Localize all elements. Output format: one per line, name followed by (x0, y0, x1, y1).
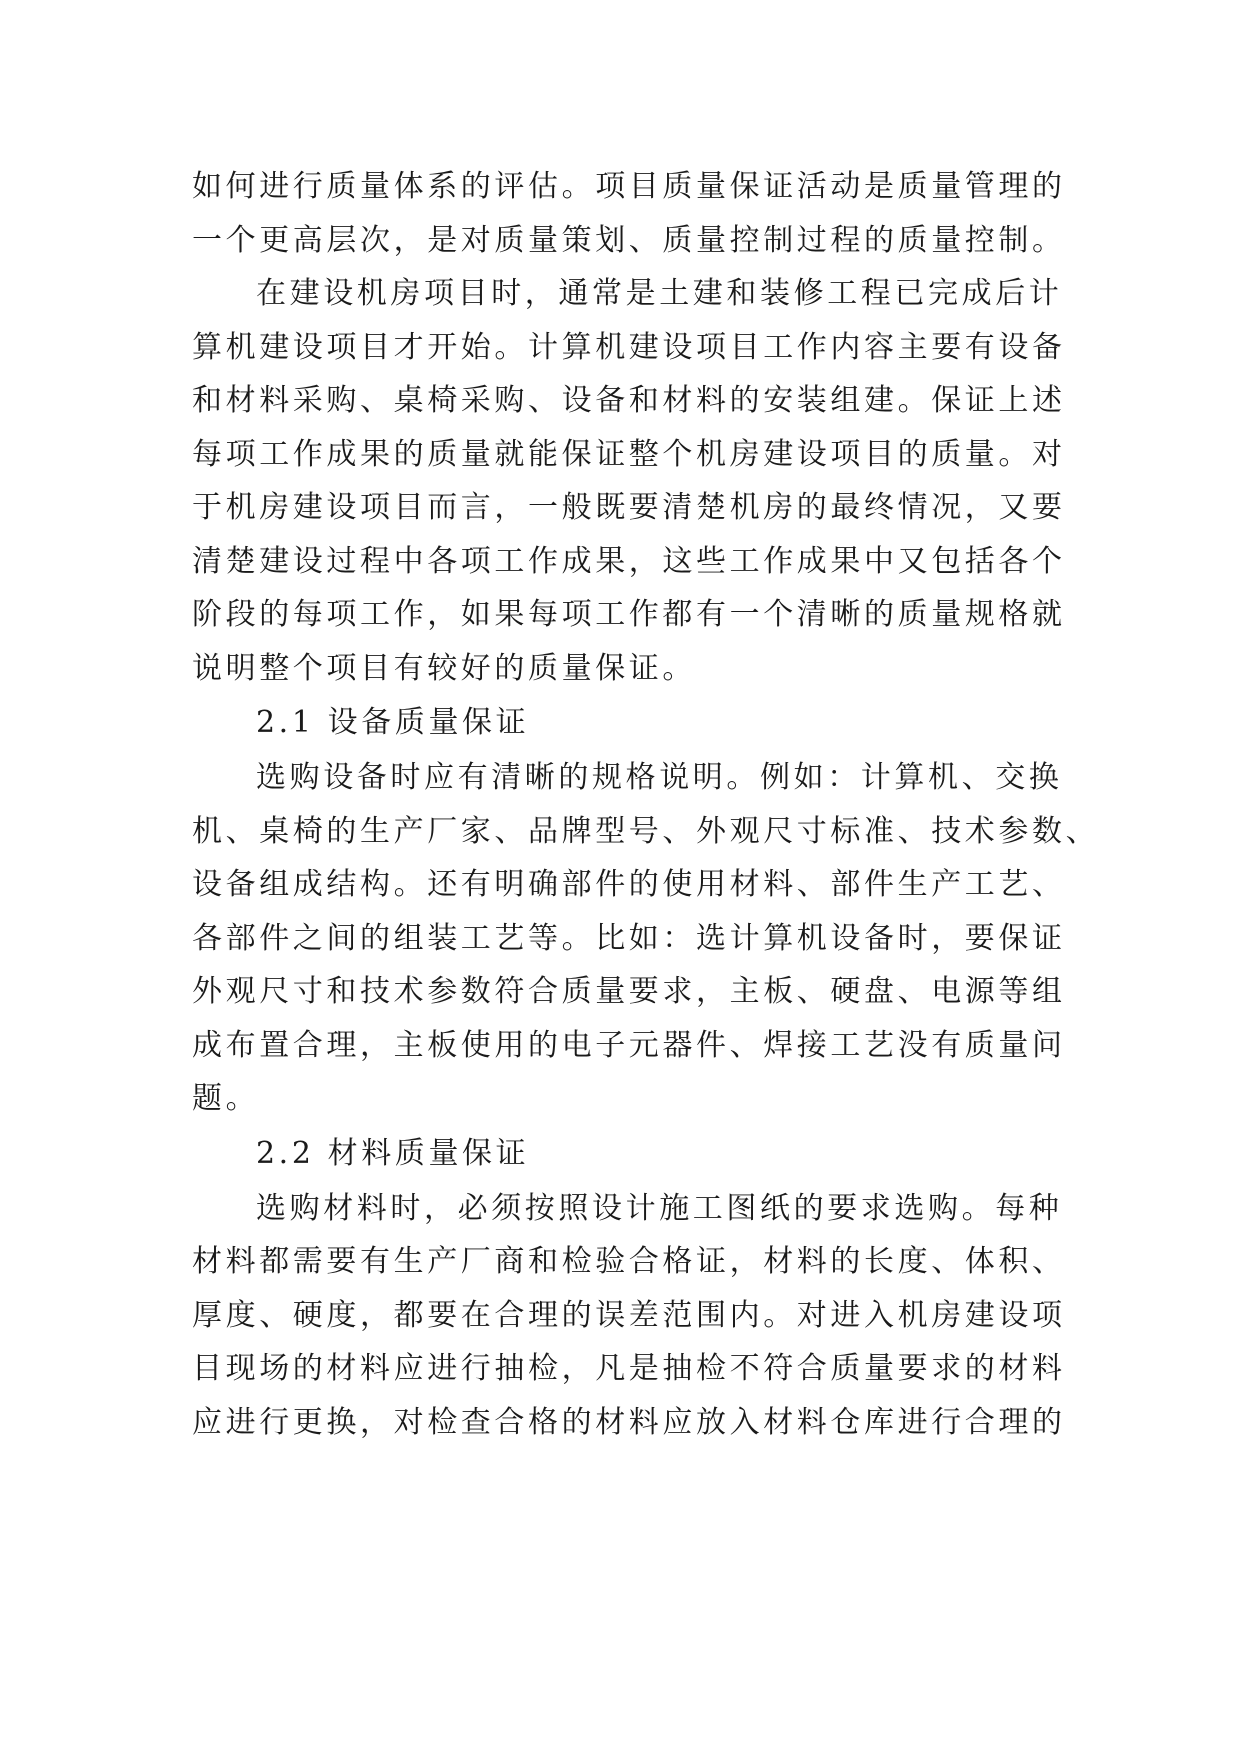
text-line: 各部件之间的组装工艺等。比如：选计算机设备时，要保证 (192, 920, 1066, 956)
text-line: 应进行更换，对检查合格的材料应放入材料仓库进行合理的 (192, 1404, 1066, 1440)
text-line: 设备组成结构。还有明确部件的使用材料、部件生产工艺、 (192, 867, 1066, 902)
text-line: 如何进行质量体系的评估。项目质量保证活动是质量管理的 (192, 169, 1066, 204)
text-line: 厚度、硬度，都要在合理的误差范围内。对进入机房建设项 (192, 1297, 1066, 1333)
text-line: 成布置合理，主板使用的电子元器件、焊接工艺没有质量问 (192, 1027, 1066, 1063)
text-line: 于机房建设项目而言，一般既要清楚机房的最终情况，又要 (192, 490, 1066, 525)
section-heading: 2.2 材料质量保证 (256, 1135, 530, 1171)
text-line: 阶段的每项工作，如果每项工作都有一个清晰的质量规格就 (192, 597, 1066, 632)
text-line: 机、桌椅的生产厂家、品牌型号、外观尺寸标准、技术参数、 (192, 813, 1100, 849)
text-line: 和材料采购、桌椅采购、设备和材料的安装组建。保证上述 (192, 383, 1066, 418)
document-body (192, 160, 1100, 1449)
text-line: 选购材料时，必须按照设计施工图纸的要求选购。每种 (256, 1190, 1063, 1226)
text-line: 清楚建设过程中各项工作成果，这些工作成果中又包括各个 (192, 543, 1066, 579)
text-line: 在建设机房项目时，通常是土建和装修工程已完成后计 (256, 276, 1063, 311)
text-line: 选购设备时应有清晰的规格说明。例如：计算机、交换 (256, 760, 1063, 795)
text-line: 每项工作成果的质量就能保证整个机房建设项目的质量。对 (192, 436, 1066, 472)
text-line: 目现场的材料应进行抽检，凡是抽检不符合质量要求的材料 (192, 1351, 1066, 1386)
text-line: 一个更高层次，是对质量策划、质量控制过程的质量控制。 (192, 222, 1066, 258)
text-line: 题。 (192, 1081, 260, 1116)
text-line: 材料都需要有生产厂商和检验合格证，材料的长度、体积、 (192, 1244, 1066, 1279)
section-heading: 2.1 设备质量保证 (256, 705, 530, 740)
text-line: 外观尺寸和技术参数符合质量要求，主板、硬盘、电源等组 (192, 974, 1066, 1009)
text-line: 算机建设项目才开始。计算机建设项目工作内容主要有设备 (192, 329, 1066, 365)
text-line: 说明整个项目有较好的质量保证。 (192, 650, 696, 686)
